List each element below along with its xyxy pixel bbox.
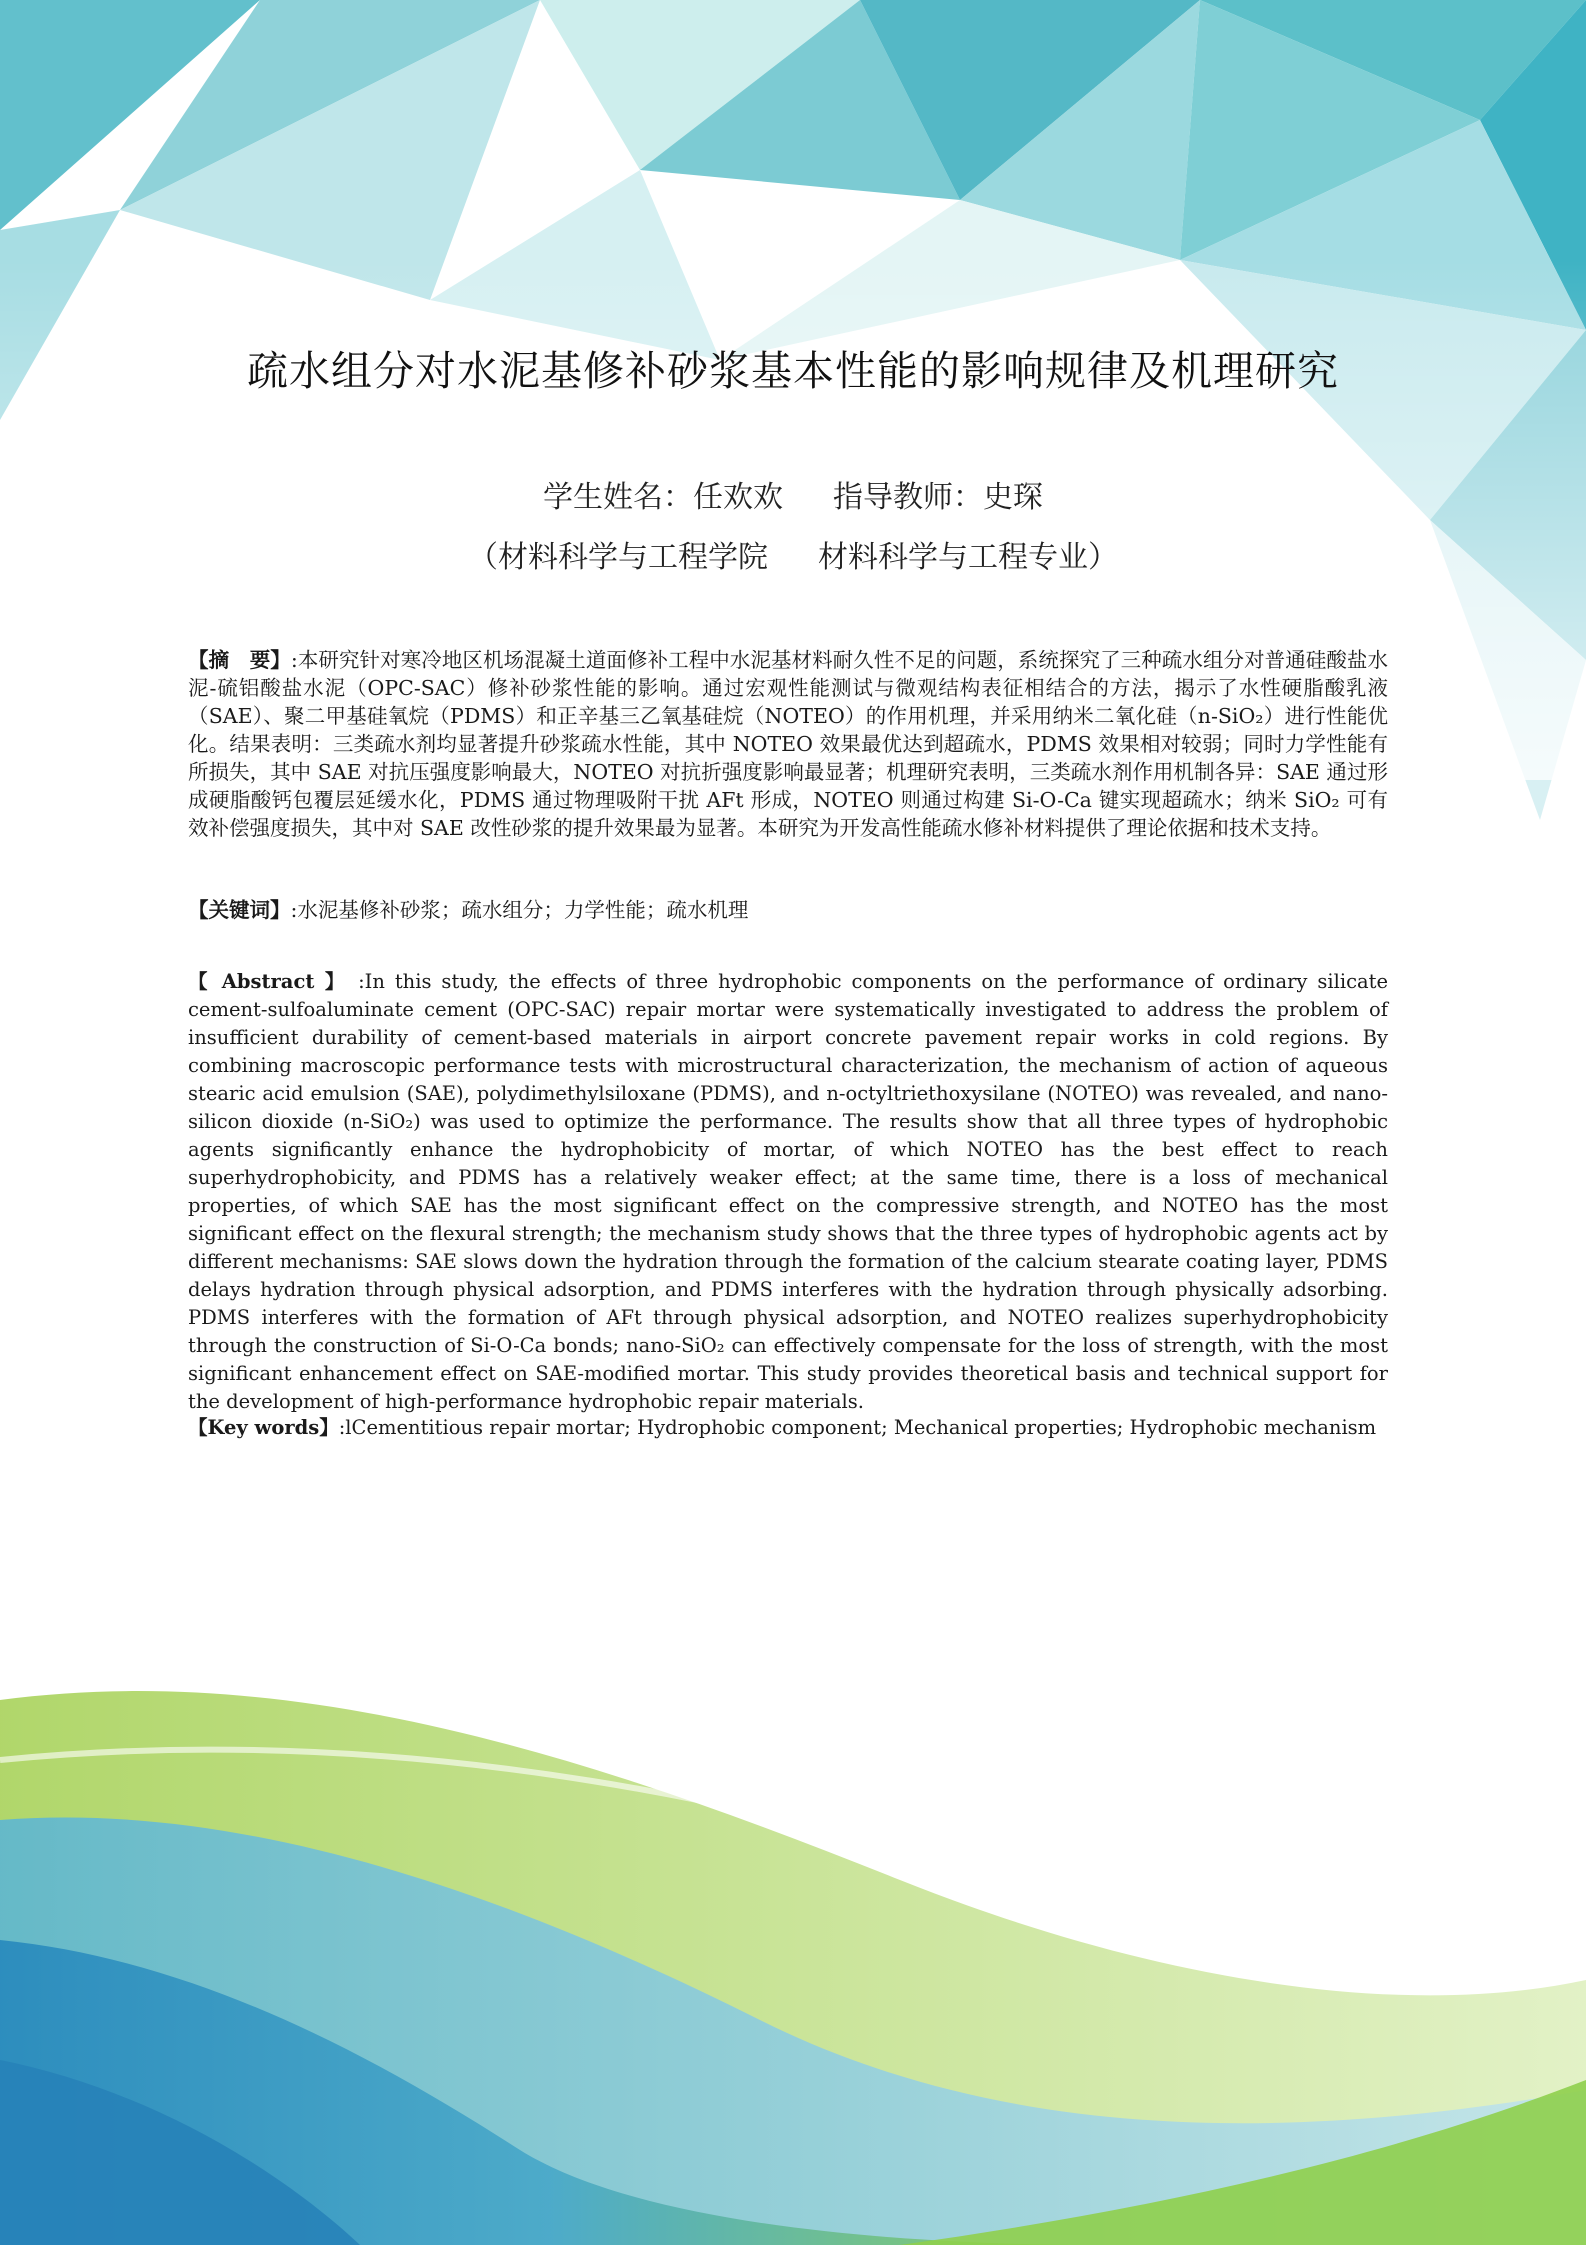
keywords-en-label: 【Key words】 xyxy=(188,1416,339,1439)
keywords-en xyxy=(188,1414,1388,1442)
abstract-en xyxy=(188,968,1388,1416)
abstract-cn-text: :本研究针对寒冷地区机场混凝土道面修补工程中水泥基材料耐久性不足的问题，系统探究了三种疏水组分对普通硅酸盐水泥-硫铝酸盐水泥（OPC-SAC）修补砂浆性能的影响。通过宏观性能测试与微观结构表征相结合的方法，揭示了水性硬脂酸乳液（SAE）、聚二甲基硅氧烷（PDMS）和正辛基三乙氧基硅烷（NOTEO）的作用机理，并采用纳米二氧化硅（n-SiO₂）进行性能优化。结果表明：三类疏水剂均显著提升砂浆疏水性能，其中 NOTEO 效果最优达到超疏水，PDMS 效果相对较弱；同时力学性能有所损失，其中 SAE 对抗压强度影响最大，NOTEO 对抗折强度影响最显著；机理研究表明，三类疏水剂作用机制各异：SAE 通过形成硬脂酸钙包覆层延缓水化，PDMS 通过物理吸附干扰 AFt 形成，NOTEO 则通过构建 Si-O-Ca 键实现超疏水；纳米 SiO₂ 可有效补偿强度损失，其中对 SAE 改性砂浆的提升效果最为显著。本研究为开发高性能疏水修补材料提供了理论依据和技术支持。 xyxy=(188,648,1389,840)
student-name: 学生姓名：任欢欢 xyxy=(543,480,783,515)
keywords-cn-text: :水泥基修补砂浆；疏水组分；力学性能；疏水机理 xyxy=(290,898,749,922)
keywords-en-text: :lCementitious repair mortar; Hydrophobic component; Mechanical properties; Hydrophobic mechanism xyxy=(338,1416,1377,1439)
keywords-cn xyxy=(188,896,1388,924)
affiliation-line xyxy=(0,532,1586,576)
abstract-en-label: 【 Abstract 】 xyxy=(188,970,349,993)
advisor-name: 指导教师：史琛 xyxy=(833,480,1043,515)
abstract-en-text: :In this study, the effects of three hydrophobic components on the performance of ordinary silicate cement-sulfoaluminate cement (OPC-SAC) repair mortar were systematically investigated to address the problem of insufficient durability of cement-based materials in airport concrete pavement repair works in cold regions. By combining macroscopic performance tests with microstructural characterization, the mechanism of action of aqueous stearic acid emulsion (SAE), polydimethylsiloxane (PDMS), and n-octyltriethoxysilane (NOTEO) was revealed, and nano-silicon dioxide (n-SiO₂) was used to optimize the performance. The results show that all three types of hydrophobic agents significantly enhance the hydrophobicity of mortar, of which NOTEO has the best effect to reach superhydrophobicity, and PDMS has a relatively weaker effect; at the same time, there is a loss of mechanical properties, of which SAE has the most significant effect on the compressive strength, and NOTEO has the most significant effect on the flexural strength; the mechanism study shows that the three types of hydrophobic agents act by different mechanisms: SAE slows down the hydration through the formation of the calcium stearate coating layer, PDMS delays hydration through physical adsorption, and PDMS interferes with the hydration through physically adsorbing. PDMS interferes with the formation of AFt through physical adsorption, and NOTEO realizes superhydrophobicity through the construction of Si-O-Ca bonds; nano-SiO₂ can effectively compensate for the loss of strength, with the most significant enhancement effect on SAE-modified mortar. This study provides theoretical basis and technical support for the development of high-performance hydrophobic repair materials. xyxy=(188,970,1389,1413)
paper-title: 疏水组分对水泥基修补砂浆基本性能的影响规律及机理研究 xyxy=(247,347,1339,395)
abstract-cn xyxy=(188,646,1388,842)
keywords-cn-label: 【关键词】 xyxy=(188,898,291,922)
author-line xyxy=(0,472,1586,516)
abstract-cn-label: 【摘 要】 xyxy=(188,648,291,672)
college-name: （材料科学与工程学院 xyxy=(468,540,768,575)
bottom-wave-decoration xyxy=(0,1691,1586,2245)
major-name: 材料科学与工程专业） xyxy=(818,540,1118,575)
